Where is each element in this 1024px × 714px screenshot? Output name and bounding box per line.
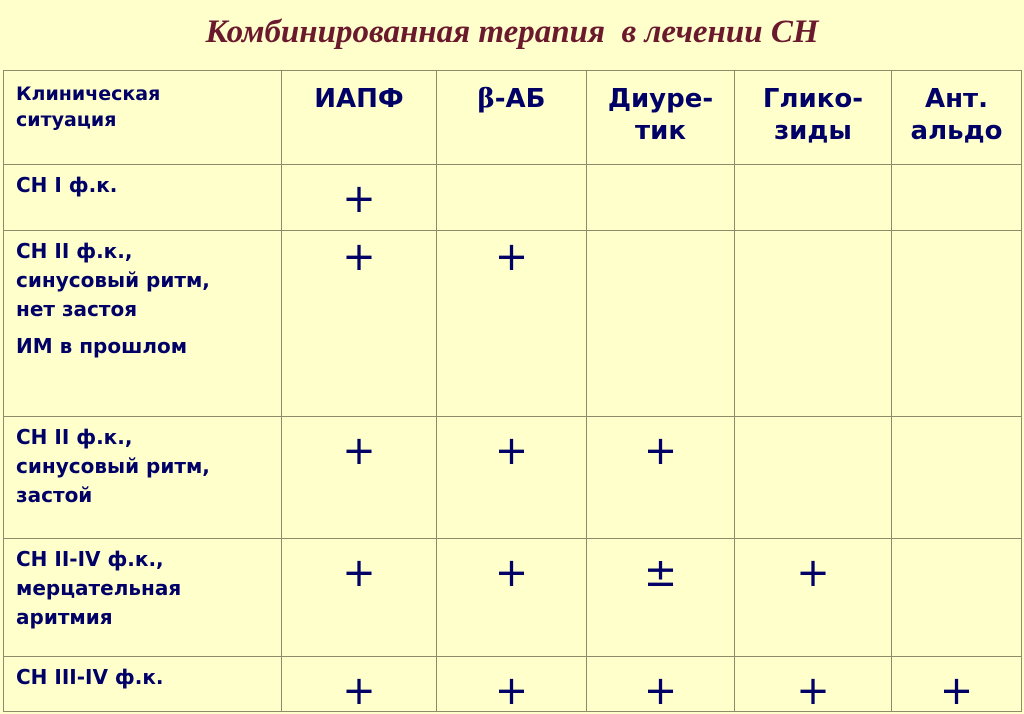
table-row — [4, 165, 1022, 231]
table-cell: + — [282, 231, 437, 417]
table-cell — [587, 165, 735, 231]
row-label — [4, 657, 282, 712]
table-cell — [735, 165, 892, 231]
header-beta-ab-label: -АБ — [494, 84, 546, 114]
header-clinical-situation — [4, 71, 282, 165]
row-label-line: синусовый ритм, — [16, 454, 210, 478]
header-glycosides-line1: Глико- — [762, 84, 864, 114]
row-label-line: мерцательная — [16, 576, 182, 600]
table-cell: + — [587, 417, 735, 539]
table-cell: + — [437, 417, 587, 539]
header-beta-symbol: β — [477, 84, 495, 114]
row-label-line: застой — [16, 483, 93, 507]
therapy-table — [3, 70, 1022, 712]
table-row — [4, 231, 1022, 417]
table-cell: + — [282, 657, 437, 712]
table-row — [4, 539, 1022, 657]
row-label-line: синусовый ритм, — [16, 268, 210, 292]
row-label — [4, 165, 282, 231]
header-diuretic-line1: Диуре- — [607, 84, 714, 114]
header-iapf — [282, 71, 437, 165]
table-cell: ± — [587, 539, 735, 657]
table-cell — [892, 231, 1022, 417]
row-label — [4, 231, 282, 417]
table-cell: + — [282, 165, 437, 231]
header-beta-ab — [437, 71, 587, 165]
table-row — [4, 657, 1022, 712]
row-label-line: аритмия — [16, 605, 113, 629]
header-aldo-line2: альдо — [910, 116, 1003, 146]
table-cell: + — [437, 657, 587, 712]
table-cell — [735, 231, 892, 417]
row-label-line: СН II ф.к., — [16, 425, 133, 449]
table-cell — [892, 539, 1022, 657]
table-cell: + — [587, 657, 735, 712]
header-aldo-line1: Ант. — [924, 84, 989, 114]
table-cell: + — [892, 657, 1022, 712]
header-iapf-label: ИАПФ — [314, 84, 404, 114]
table-cell: + — [735, 539, 892, 657]
table-cell — [735, 417, 892, 539]
row-label — [4, 539, 282, 657]
row-label-line: нет застоя — [16, 297, 138, 321]
table-cell — [892, 165, 1022, 231]
row-label-line: СН II ф.к., — [16, 239, 133, 263]
header-situation-line2: ситуация — [16, 109, 117, 131]
table-cell: + — [437, 231, 587, 417]
table-row — [4, 417, 1022, 539]
table-cell: + — [282, 417, 437, 539]
row-label-line: СН II-IV ф.к., — [16, 547, 164, 571]
header-diuretic-line2: тик — [635, 116, 686, 146]
row-label-line: СН III-IV ф.к. — [16, 665, 164, 689]
table-cell: + — [437, 539, 587, 657]
table-cell — [892, 417, 1022, 539]
table-cell: + — [282, 539, 437, 657]
table-cell — [587, 231, 735, 417]
page-title: Комбинированная терапия в лечении СН — [205, 14, 819, 50]
table-cell — [437, 165, 587, 231]
header-aldosterone-antagonist — [892, 71, 1022, 165]
table-header-row — [4, 71, 1022, 165]
row-label-line: СН I ф.к. — [16, 173, 118, 197]
header-diuretic — [587, 71, 735, 165]
row-label — [4, 417, 282, 539]
header-situation-line1: Клиническая — [16, 83, 161, 105]
header-glycosides — [735, 71, 892, 165]
header-glycosides-line2: зиды — [774, 116, 852, 146]
table-cell: + — [735, 657, 892, 712]
row-label-line: ИМ в прошлом — [16, 334, 188, 358]
